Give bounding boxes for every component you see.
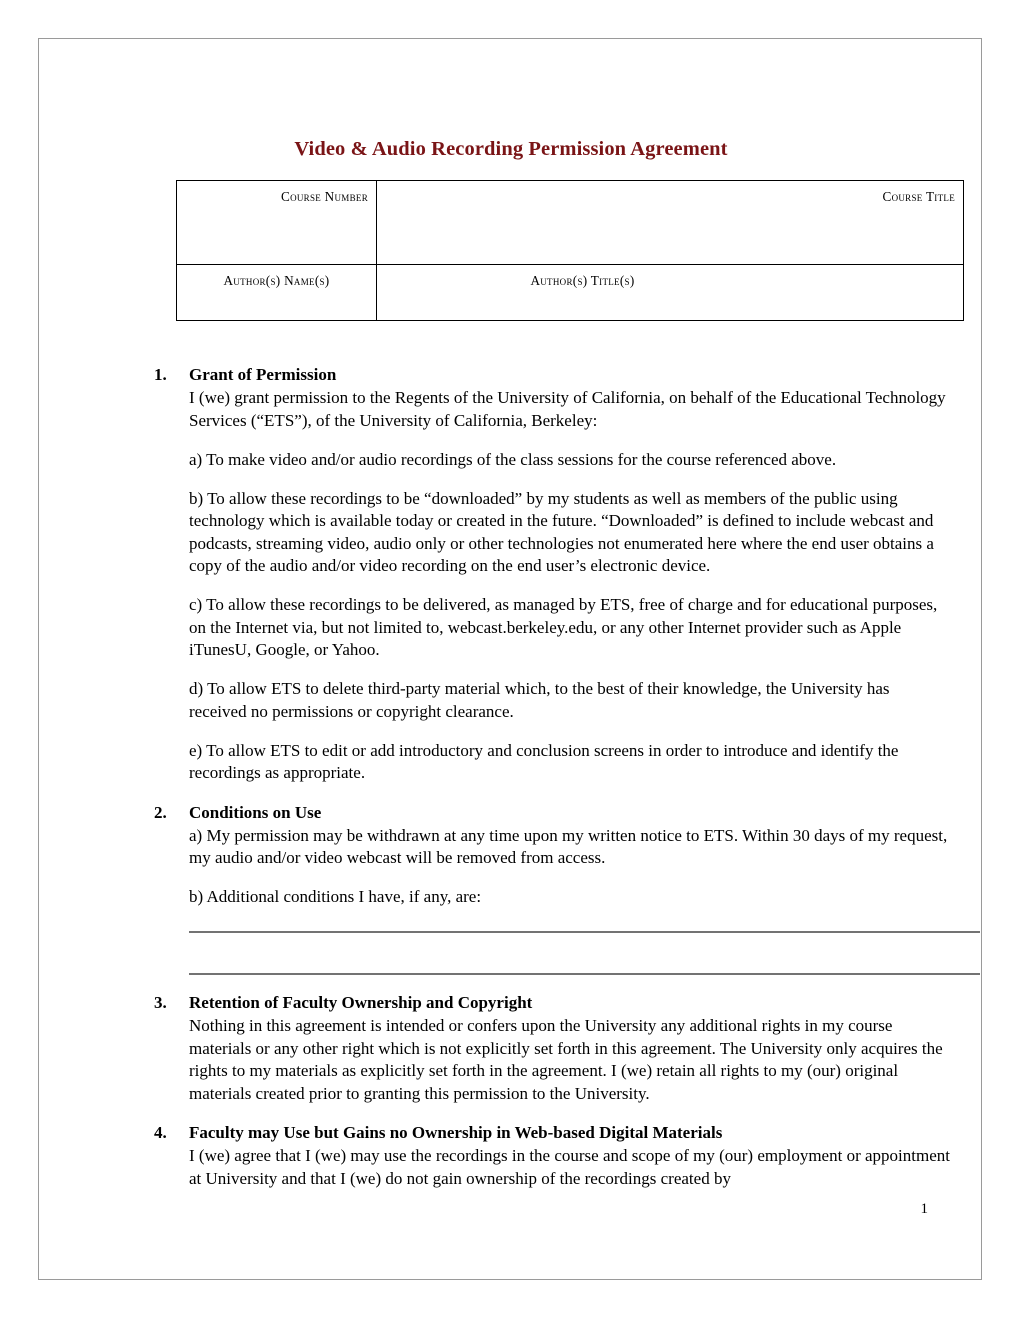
- course-info-table: [176, 180, 964, 321]
- course-title-label: Course Title: [882, 189, 955, 204]
- section-1-item-c: c) To allow these recordings to be delivered, as managed by ETS, free of charge and for educational purposes, on the Internet via, but not limited to, webcast.berkeley.edu, or any other Internet provider such as Apple iTunesU, Google, or Yahoo.: [189, 595, 938, 660]
- section-4-number: 4.: [154, 1123, 167, 1143]
- page-content: [39, 39, 983, 1281]
- page-title: Video & Audio Recording Permission Agreement: [294, 138, 728, 160]
- section-1-intro: I (we) grant permission to the Regents of the University of California, on behalf of the Educational Technology Services (“ETS”), of the University of California, Berkeley:: [189, 388, 946, 430]
- section-2-item-b: b) Additional conditions I have, if any, are:: [189, 887, 482, 907]
- section-1-item-b: b) To allow these recordings to be “downloaded” by my students as well as members of the public using technology which is available today or created in the future. “Downloaded” is defined to include webcast and podcasts, streaming video, audio only or other technologies not enumerated here where the end user obtains a copy of the audio and/or video recording on the end user’s electronic device.: [189, 488, 934, 576]
- page-number: 1: [920, 1201, 928, 1217]
- section-4-body: I (we) agree that I (we) may use the recordings in the course and scope of my (our) employment or appointment at University and that I (we) do not gain ownership of the recordings created by: [189, 1146, 950, 1188]
- table-row: [177, 181, 964, 265]
- section-1-item-d: d) To allow ETS to delete third-party material which, to the best of their knowledge, the University has received no permissions or copyright clearance.: [189, 679, 890, 721]
- author-names-label: Author(s) Name(s): [223, 273, 330, 288]
- author-titles-label: Author(s) Title(s): [530, 273, 635, 288]
- section-conditions-on-use: [116, 802, 951, 975]
- course-number-label: Course Number: [280, 189, 368, 204]
- section-2-title: Conditions on Use: [189, 802, 322, 822]
- section-1-item-a: a) To make video and/or audio recordings of the class sessions for the course referenced above.: [189, 449, 837, 469]
- section-grant-of-permission: [116, 364, 951, 785]
- table-row: [177, 265, 964, 321]
- section-2-heading: [116, 802, 951, 824]
- blank-line-1[interactable]: [189, 931, 980, 933]
- section-2-number: 2.: [154, 802, 167, 822]
- course-title-cell[interactable]: [377, 181, 964, 265]
- section-1-title: Grant of Permission: [189, 365, 337, 384]
- section-retention-of-ownership: [116, 992, 951, 1105]
- section-3-number: 3.: [154, 992, 167, 1012]
- agreement-body: [116, 364, 951, 1190]
- additional-conditions-write-in-area: [116, 931, 951, 975]
- author-names-cell[interactable]: [177, 265, 377, 321]
- section-3-body: Nothing in this agreement is intended or confers upon the University any additional rights in my course materials or any other right which is not explicitly set forth in this agreement. The University only acquires the rights to my materials as explicitly set forth in the agreement. I (we) retain all rights to my (our) original materials created prior to granting this permission to the University.: [189, 1016, 943, 1103]
- page-frame: [38, 38, 982, 1280]
- section-1-heading: [116, 364, 951, 386]
- blank-line-2[interactable]: [189, 973, 980, 975]
- section-4-title: Faculty may Use but Gains no Ownership in Web-based Digital Materials: [189, 1123, 723, 1143]
- section-faculty-use-no-ownership: [116, 1122, 951, 1190]
- author-titles-cell[interactable]: [377, 265, 964, 321]
- section-4-heading: [116, 1122, 951, 1144]
- section-1-item-e: e) To allow ETS to edit or add introductory and conclusion screens in order to introduce and identify the recordings as appropriate.: [189, 740, 899, 783]
- course-number-cell[interactable]: [177, 181, 377, 265]
- section-2-item-a: a) My permission may be withdrawn at any time upon my written notice to ETS. Within 30 days of my request, my audio and/or video webcast will be removed from access.: [189, 825, 948, 868]
- section-1-number: 1.: [154, 365, 167, 384]
- section-3-title: Retention of Faculty Ownership and Copyright: [189, 992, 533, 1012]
- section-3-heading: [116, 992, 951, 1014]
